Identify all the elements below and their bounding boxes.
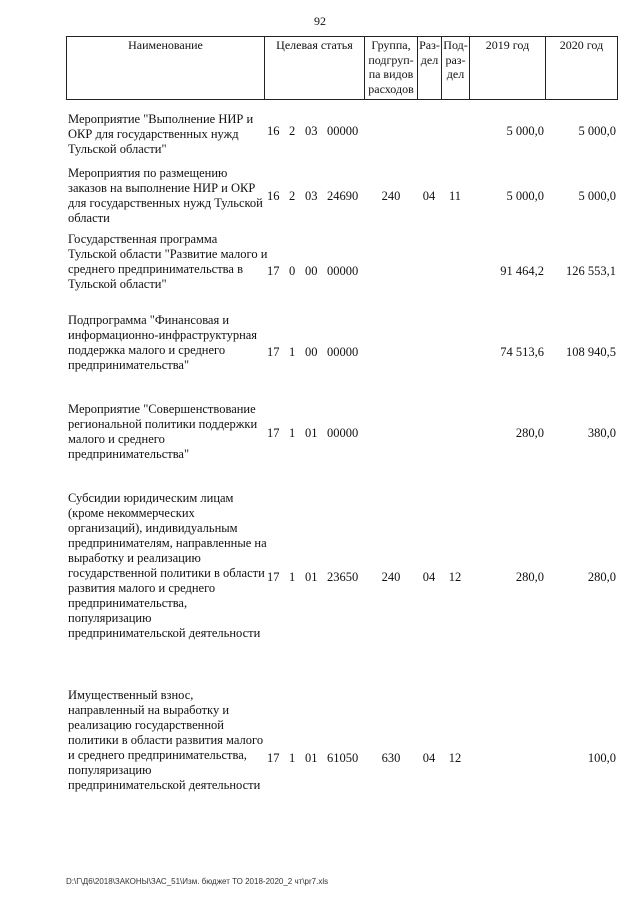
target-subprogram: 1 <box>289 345 296 359</box>
row-name: Мероприятия по размещению заказов на выполнение НИР и ОКР для государственных нужд Тульской области <box>68 166 263 225</box>
section: 04 <box>422 751 436 765</box>
target-program: 17 <box>267 264 280 278</box>
target-program: 17 <box>267 345 280 359</box>
target-program: 17 <box>267 426 280 440</box>
target-code: 00000 <box>327 426 359 440</box>
amount-2020: 380,0 <box>587 426 616 440</box>
target-event: 01 <box>305 570 318 584</box>
amount-2019: 280,0 <box>515 426 544 440</box>
amount-2020: 108 940,5 <box>566 345 616 359</box>
target-subprogram: 2 <box>289 189 296 203</box>
subsection: 12 <box>448 570 462 584</box>
target-event: 03 <box>305 124 318 138</box>
section: 04 <box>422 189 436 203</box>
target-code: 61050 <box>327 751 359 765</box>
amount-2020: 5 000,0 <box>578 124 616 138</box>
page-number: 92 <box>314 14 326 28</box>
target-subprogram: 1 <box>289 570 296 584</box>
row-name: Имущественный взнос, направленный на выработку и реализацию государственной политики в области развития малого и среднего предпринимательства, популяризацию предпринимательской деятельности <box>68 688 264 792</box>
target-code: 00000 <box>327 345 359 359</box>
amount-2019: 5 000,0 <box>506 189 544 203</box>
header-group: Группа, подгруп- па видов расходов <box>368 38 414 96</box>
row-name: Мероприятие "Выполнение НИР и ОКР для государственных нужд Тульской области" <box>68 112 254 156</box>
target-code: 00000 <box>327 264 359 278</box>
target-program: 16 <box>267 124 280 138</box>
row-name: Мероприятие "Совершенствование региональной политики поддержки малого и среднего предпринимательства" <box>68 402 258 461</box>
header-subsection: Под- раз- дел <box>443 38 468 81</box>
amount-2019: 74 513,6 <box>500 345 544 359</box>
header-2020: 2020 год <box>559 38 604 52</box>
expense-group: 240 <box>381 189 401 203</box>
expense-group: 630 <box>381 751 401 765</box>
header-2019: 2019 год <box>485 38 530 52</box>
amount-2020: 126 553,1 <box>566 264 616 278</box>
target-event: 03 <box>305 189 318 203</box>
subsection: 12 <box>448 751 462 765</box>
file-path-footer: D:\Г\Д6\2018\ЗАКОНЫ\ЗАС_51\Изм. бюджет ТО 2018-2020_2 чт\pr7.xls <box>66 877 329 886</box>
target-code: 00000 <box>327 124 359 138</box>
header-name: Наименование <box>128 38 203 52</box>
amount-2019: 5 000,0 <box>506 124 544 138</box>
target-subprogram: 0 <box>289 264 296 278</box>
target-subprogram: 2 <box>289 124 296 138</box>
target-event: 01 <box>305 751 318 765</box>
amount-2020: 280,0 <box>587 570 616 584</box>
header-section: Раз- дел <box>419 38 440 67</box>
subsection: 11 <box>448 189 462 203</box>
amount-2019: 91 464,2 <box>500 264 544 278</box>
target-event: 00 <box>305 345 318 359</box>
amount-2020: 5 000,0 <box>578 189 616 203</box>
row-name: Государственная программа Тульской области "Развитие малого и среднего предпринимательства в Тульской области" <box>68 232 268 291</box>
target-program: 16 <box>267 189 280 203</box>
amount-2020: 100,0 <box>587 751 616 765</box>
target-code: 23650 <box>327 570 359 584</box>
row-name: Субсидии юридическим лицам (кроме некоммерческих организаций), индивидуальным предпринимателям, направленные на выработку и реализацию государственной политики в области развития малого и среднего предпринимательства, популяризацию предпринимательской деятельности <box>68 491 267 640</box>
target-subprogram: 1 <box>289 751 296 765</box>
amount-2019: 280,0 <box>515 570 544 584</box>
target-event: 00 <box>305 264 318 278</box>
header-target: Целевая статья <box>276 38 353 52</box>
expense-group: 240 <box>381 570 401 584</box>
target-event: 01 <box>305 426 318 440</box>
target-program: 17 <box>267 570 280 584</box>
target-subprogram: 1 <box>289 426 296 440</box>
row-name: Подпрограмма "Финансовая и информационно-инфраструктурная поддержка малого и среднего предпринимательства" <box>68 313 258 372</box>
target-code: 24690 <box>327 189 359 203</box>
target-program: 17 <box>267 751 280 765</box>
section: 04 <box>422 570 436 584</box>
